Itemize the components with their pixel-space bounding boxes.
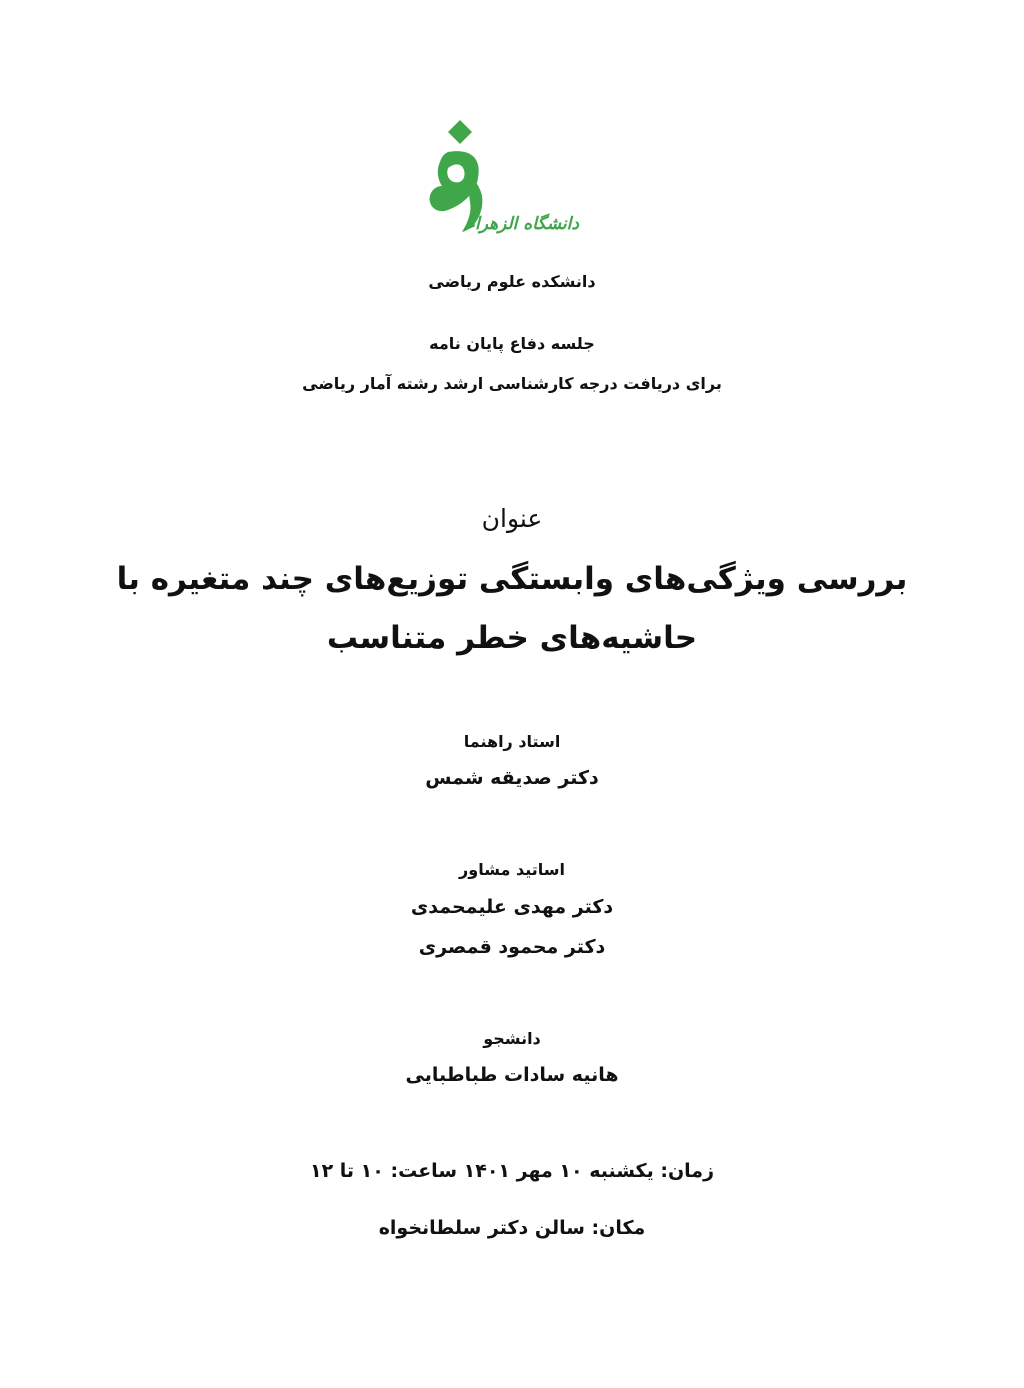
faculty-name: دانشکده علوم ریاضی <box>428 272 596 291</box>
university-logo <box>418 118 586 254</box>
thesis-title-line1: بررسی ویژگی‌های وابستگی توزیع‌های چند متغیره با <box>116 561 908 597</box>
degree-line: برای دریافت درجه کارشناسی ارشد رشته آمار ریاضی <box>302 374 722 393</box>
advisor-name: دکتر محمود قمصری <box>418 936 606 958</box>
student-name: هانیه سادات طباطبایی <box>405 1064 619 1086</box>
student-label: دانشجو <box>483 1029 541 1048</box>
defense-time: زمان: یکشنبه ۱۰ مهر ۱۴۰۱ ساعت: ۱۰ تا ۱۲ <box>309 1160 715 1182</box>
thesis-title-line2: حاشیه‌های خطر متناسب <box>326 620 698 656</box>
supervisor-label: استاد راهنما <box>463 732 561 751</box>
session-title: جلسه دفاع پایان نامه <box>429 334 595 353</box>
thesis-heading: عنوان <box>481 504 543 533</box>
supervisor-name: دکتر صدیقه شمس <box>425 767 599 789</box>
university-name-logotype: دانشگاه الزهراء <box>467 214 579 234</box>
advisors-label: اساتید مشاور <box>459 860 565 879</box>
advisor-name: دکتر مهدی علیمحمدی <box>410 896 614 918</box>
defense-place: مکان: سالن دکتر سلطانخواه <box>378 1217 646 1239</box>
